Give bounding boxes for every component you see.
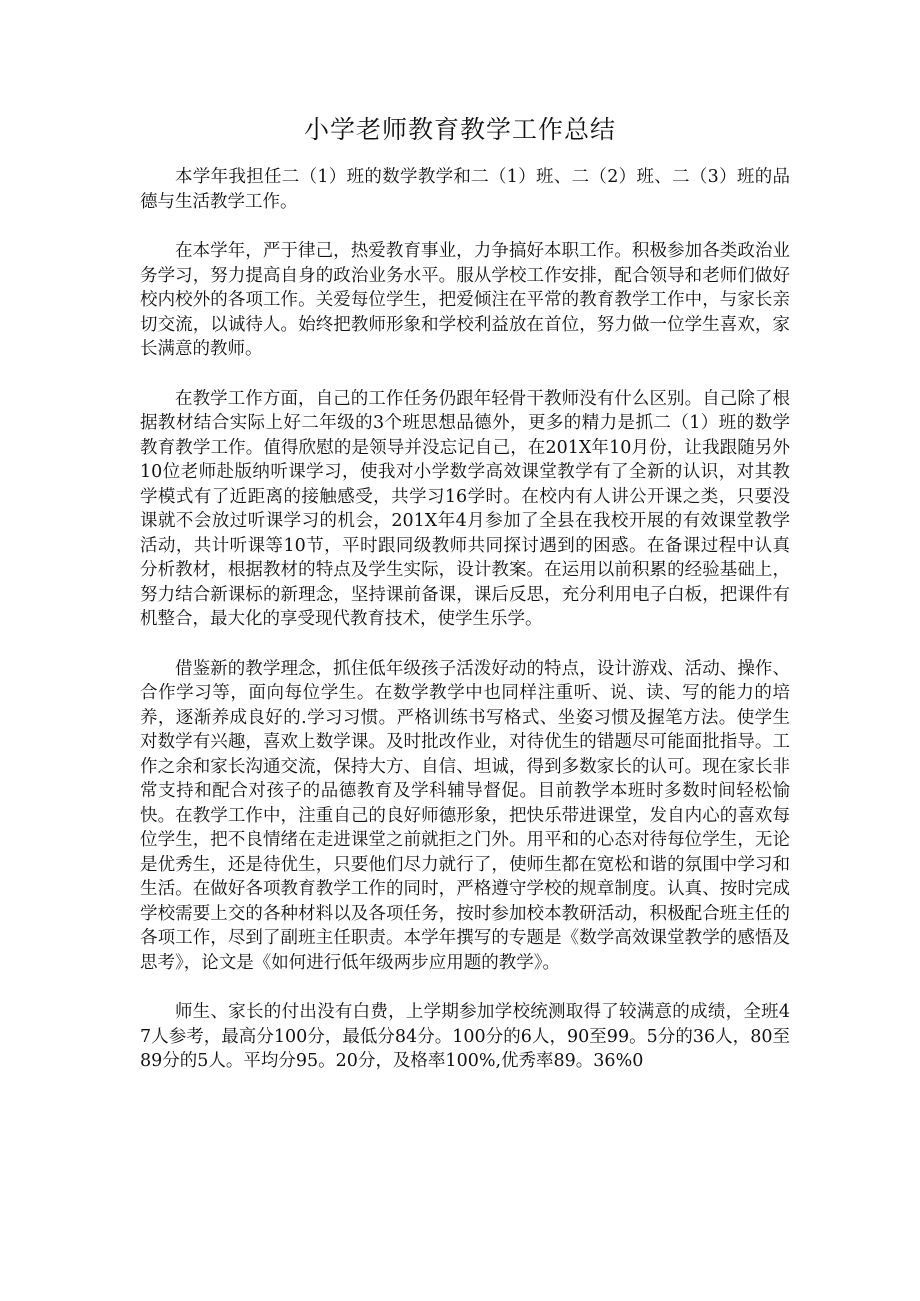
paragraph-intro: 本学年我担任二（1）班的数学教学和二（1）班、二（2）班、二（3）班的品德与生活教学工作。 [140,167,790,212]
paragraph-results: 师生、家长的付出没有白费，上学期参加学校统测取得了较满意的成绩，全班47人参考，最高分100分，最低分84分。100分的6人，90至99。5分的36人，80至89分的5人。平均分95。20分，及格率100%,优秀率89。36%0 [140,1002,790,1071]
document-title: 小学老师教育教学工作总结 [303,115,616,144]
paragraph-teaching-work: 在教学工作方面，自己的工作任务仍跟年轻骨干教师没有什么区别。自己除了根据教材结合实际上好二年级的3个班思想品德外，更多的精力是抓二（1）班的数学教育教学工作。值得欣慰的是领导并没忘记自己，在201X年10月份，让我跟随另外10位老师赴版纳听课学习，使我对小学数学高效课堂教学有了全新的认识，对其教学模式有了近距离的接触感受，共学习16学时。在校内有人讲公开课之类，只要没课就不会放过听课学习的机会，201X年4月参加了全县在我校开展的有效课堂教学活动，共计听课等10节，平时跟同级教师共同探讨遇到的困惑。在备课过程中认真分析教材，根据教材的特点及学生实际，设计教案。在运用以前积累的经验基础上，努力结合新课标的新理念，坚持课前备课，课后反思，充分利用电子白板，把课件有机整合，最大化的享受现代教育技术，使学生乐学。 [140,388,790,629]
paragraph-teaching-methods: 借鉴新的教学理念，抓住低年级孩子活泼好动的特点，设计游戏、活动、操作、合作学习等，面向每位学生。在数学教学中也同样注重听、说、读、写的能力的培养，逐渐养成良好的.学习习惯。严格训练书写格式、坐姿习惯及握笔方法。使学生对数学有兴趣，喜欢上数学课。及时批改作业，对待优生的错题尽可能面批指导。工作之余和家长沟通交流，保持大方、自信、坦诚，得到多数家长的认可。现在家长非常支持和配合对孩子的品德教育及学科辅导督促。目前教学本班时多数时间轻松愉快。在教学工作中，注重自己的良好师德形象，把快乐带进课堂，发自内心的喜欢每位学生，把不良情绪在走进课堂之前就拒之门外。用平和的心态对待每位学生，无论是优秀生，还是待优生，只要他们尽力就行了，使师生都在宽松和谐的氛围中学习和生活。在做好各项教育教学工作的同时，严格遵守学校的规章制度。认真、按时完成学校需要上交的各种材料以及各项任务，按时参加校本教研活动，积极配合班主任的各项工作，尽到了副班主任职责。本学年撰写的专题是《数学高效课堂教学的感悟及思考》，论文是《如何进行低年级两步应用题的教学》。 [140,658,790,973]
paragraph-conduct: 在本学年，严于律己，热爱教育事业，力争搞好本职工作。积极参加各类政治业务学习，努力提高自身的政治业务水平。服从学校工作安排，配合领导和老师们做好校内校外的各项工作。关爱每位学生，把爱倾注在平常的教育教学工作中，与家长亲切交流，以诚待人。始终把教师形象和学校利益放在首位，努力做一位学生喜欢，家长满意的教师。 [140,241,790,359]
document-body [140,165,790,1099]
